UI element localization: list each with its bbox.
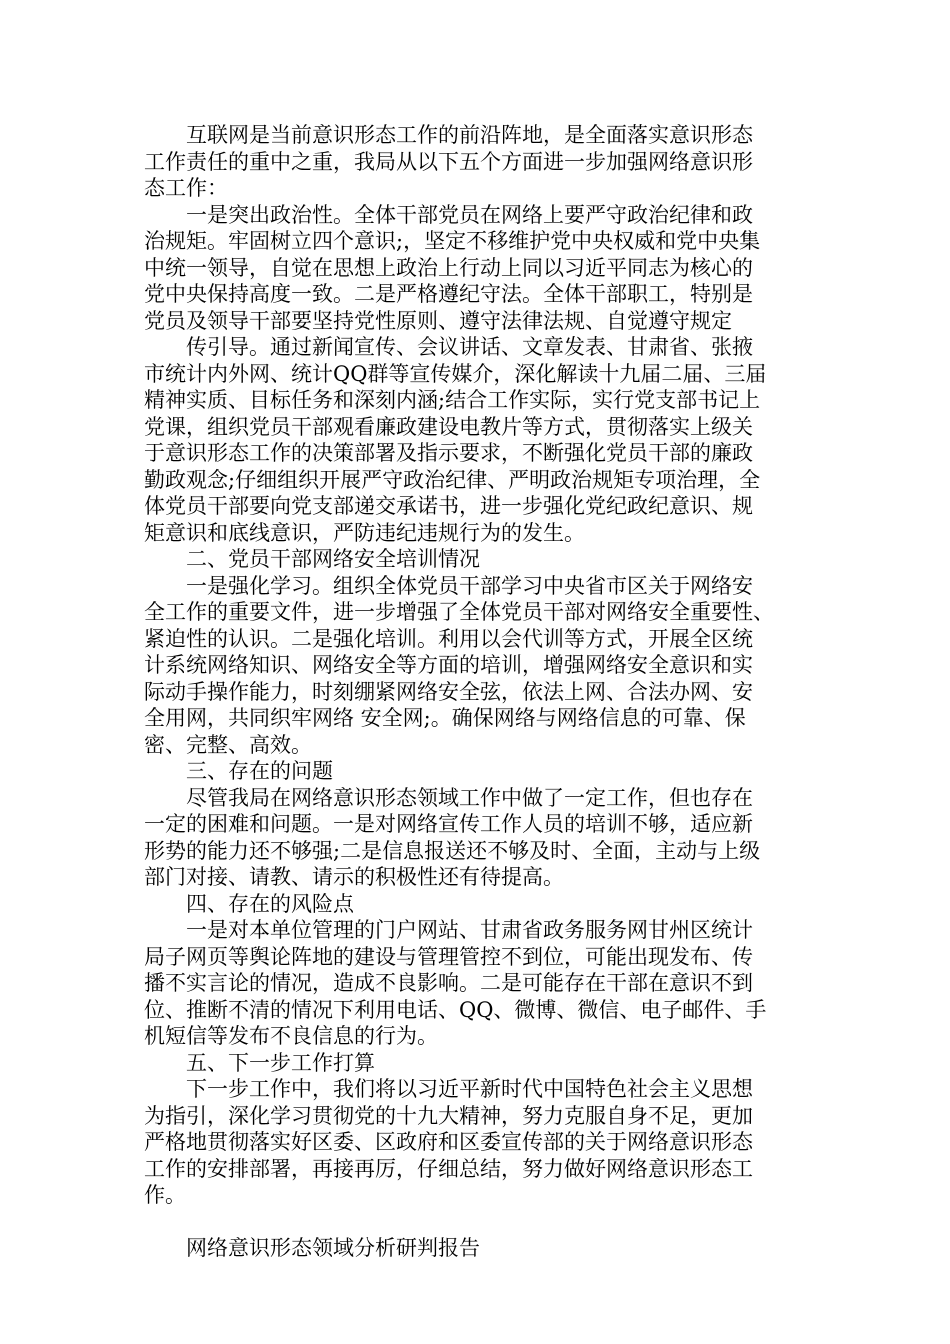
section-heading-next-steps: 五、下一步工作打算 (186, 1050, 375, 1075)
propaganda-paragraph: 传引导。通过新闻宣传、会议讲话、文章发表、甘肃省、张掖 市统计内外网、统计QQ群等宣传媒介，深化解读十九届二届、三届 精神实质、目标任务和深刻内涵;结合工作实际，实行党支部书记上 党课，组织党员干部观看廉政建设电教片等方式，贯彻落实上级关 于意识形态工作的决策部署及指示要求，不断强化党员干部的廉政 勤政观念;仔细组织开展严守政治纪律、严明政治规矩专项治理，全 体党员干部要向党支部递交承诺书，进一步强化党纪政纪意识、规 矩意识和底线意识，严防违纪违规行为的发生。 (144, 335, 767, 545)
training-paragraph: 一是强化学习。组织全体党员干部学习中央省市区关于网络安 全工作的重要文件，进一步增强了全体党员干部对网络安全重要性、 紧迫性的认识。二是强化培训。利用以会代训等方式，开展全区统 计系统网络知识、网络安全等方面的培训，增强网络安全意识和实 际动手操作能力，时刻绷紧网络安全弦，依法上网、合法办网、安 全用网，共同织牢网络 安全网;。确保网络与网络信息的可靠、保 密、完整、高效。 (144, 573, 774, 757)
section-heading-risks: 四、存在的风险点 (186, 891, 354, 916)
blank-line (144, 1209, 812, 1235)
intro-paragraph: 互联网是当前意识形态工作的前沿阵地，是全面落实意识形态 工作责任的重中之重，我局从以下五个方面进一步加强网络意识形 态工作： (144, 123, 753, 200)
section-heading-training: 二、党员干部网络安全培训情况 (186, 547, 480, 571)
political-paragraph: 一是突出政治性。全体干部党员在网络上要严守政治纪律和政 治规矩。牢固树立四个意识;，坚定不移维护党中央权威和党中央集 中统一领导，自觉在思想上政治上行动上同以习近平同志为核心的 党中央保持高度一致。二是严格遵纪守法。全体干部职工，特别是 党员及领导干部要坚持党性原则、遵守法律法规、自觉遵守规定 (144, 202, 761, 333)
risks-paragraph: 一是对本单位管理的门户网站、甘肃省政务服务网甘州区统计 局子网页等舆论阵地的建设与管理管控不到位，可能出现发布、传 播不实言论的情况，造成不良影响。二是可能存在干部在意识不到 位、推断不清的情况下利用电话、QQ、微博、微信、电子邮件、手 机短信等发布不良信息的行为。 (144, 918, 767, 1048)
problems-paragraph: 尽管我局在网络意识形态领域工作中做了一定工作，但也存在 一定的困难和问题。一是对网络宣传工作人员的培训不够，适应新 形势的能力还不够强;二是信息报送还不够及时、全面，主动与上级 部门对接、请教、请示的积极性还有待提高。 (144, 785, 761, 889)
closing-title: 网络意识形态领域分析研判报告 (186, 1235, 480, 1260)
document-body (144, 122, 812, 1261)
next-steps-paragraph: 下一步工作中，我们将以习近平新时代中国特色社会主义思想 为指引，深化学习贯彻党的十九大精神，努力克服自身不足，更加 严格地贯彻落实好区委、区政府和区委宣传部的关于网络意识形态 工作的安排部署，再接再厉，仔细总结，努力做好网络意识形态工 作。 (144, 1077, 753, 1207)
section-heading-problems: 三、存在的问题 (186, 759, 333, 783)
